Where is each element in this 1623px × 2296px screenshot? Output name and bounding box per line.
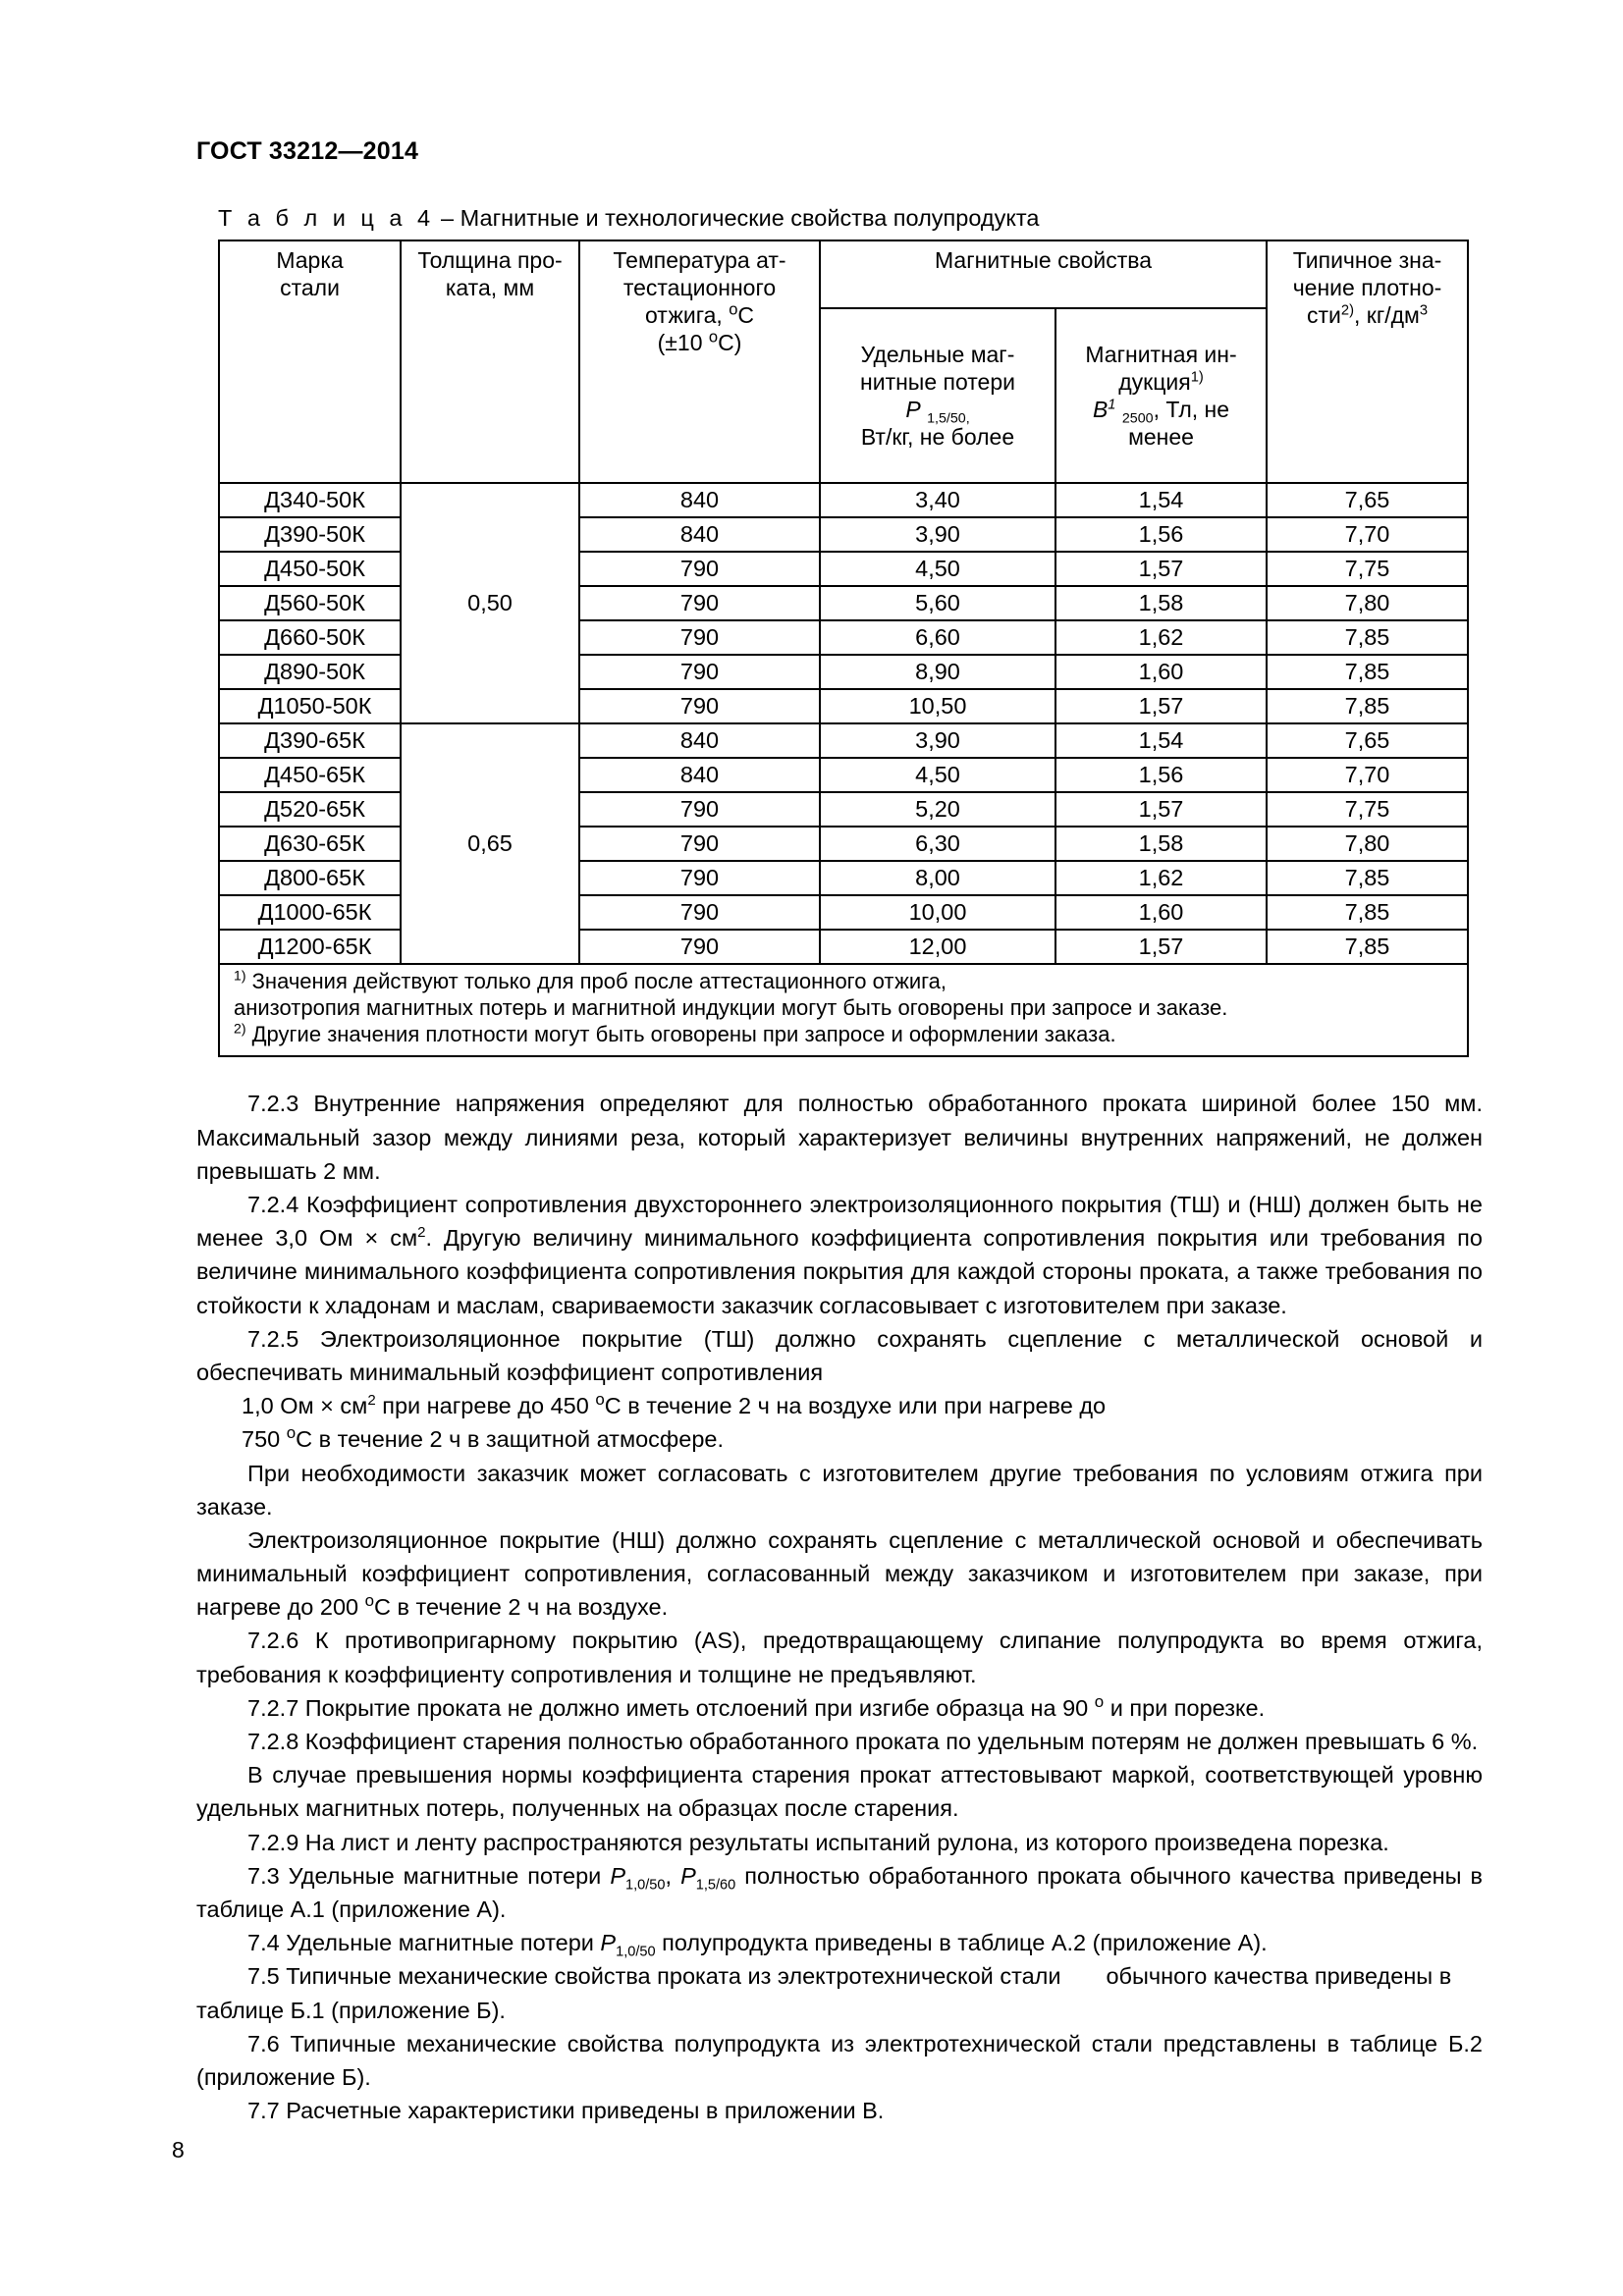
cell-temperature: 840 (579, 758, 820, 792)
cell-grade: Д450-50К (219, 552, 401, 586)
cell-grade: Д390-65К (219, 723, 401, 758)
table-footnotes (219, 964, 1468, 1056)
clause-7-2-5-line-d: При необходимости заказчик может согласовать с изготовителем другие требования по условиям отжига при заказе. (196, 1460, 1483, 1520)
cell-grade: Д660-50К (219, 620, 401, 655)
cell-losses: 8,90 (820, 655, 1055, 689)
cell-induction: 1,56 (1055, 517, 1267, 552)
footnote-2-marker: 2) (234, 1020, 246, 1037)
clause-7-2-8: 7.2.8 Коэффициент старения полностью обработанного проката по удельным потерям не должен превышать 6 %. (247, 1729, 1479, 1755)
footnote-2 (234, 1022, 1457, 1048)
cell-density: 7,85 (1267, 930, 1468, 964)
cell-density: 7,80 (1267, 586, 1468, 620)
cell-induction: 1,57 (1055, 552, 1267, 586)
cell-losses: 10,50 (820, 689, 1055, 723)
clause-7-7: 7.7 Расчетные характеристики приведены в приложении В. (247, 2098, 885, 2124)
cell-density: 7,75 (1267, 552, 1468, 586)
header-row-top (219, 240, 1468, 308)
cell-losses: 5,60 (820, 586, 1055, 620)
cell-losses: 12,00 (820, 930, 1055, 964)
header-specific-losses (820, 308, 1055, 483)
header-losses-line4: Вт/кг, не более (860, 424, 1015, 451)
cell-losses: 5,20 (820, 792, 1055, 827)
cell-induction: 1,62 (1055, 620, 1267, 655)
clause-7-3: 7.3 Удельные магнитные потери $P_{1,0/50}$, $P_{1,5/60}$ полностью обработанного проката обычного качества приведены в таблице А.1 (приложение А). (196, 1862, 1484, 1922)
clause-7-5: 7.5 Типичные механические свойства проката из электротехнической стали обычного качества приведены в таблице Б.1 (приложение Б). (196, 1963, 1452, 2023)
header-grade-line1: Марка (276, 247, 344, 273)
cell-thickness: 0,50 (401, 483, 579, 723)
cell-temperature: 790 (579, 552, 820, 586)
cell-temperature: 790 (579, 827, 820, 861)
table-caption (218, 205, 1483, 232)
degree-symbol-icon: o (286, 1423, 297, 1443)
cell-induction: 1,54 (1055, 723, 1267, 758)
cell-density: 7,80 (1267, 827, 1468, 861)
cell-temperature: 790 (579, 689, 820, 723)
cell-density: 7,85 (1267, 655, 1468, 689)
table-body (219, 483, 1468, 1056)
clause-7-2-5-line-c: 750 $^o$C в течение 2 ч в защитной атмосфере. (242, 1423, 724, 1453)
table-caption-title: Магнитные и технологические свойства полупродукта (460, 205, 1040, 231)
clause-7-6: 7.6 Типичные механические свойства полупродукта из электротехнической стали представлены в таблице Б.2 (приложение Б). (196, 2030, 1483, 2090)
header-magnetic-group: Магнитные свойства (820, 240, 1267, 308)
cell-grade: Д340-50К (219, 483, 401, 517)
cell-density: 7,65 (1267, 483, 1468, 517)
header-temperature-line4: (±10 $^o$C) (657, 327, 742, 356)
header-thickness-line2: ката, мм (445, 275, 535, 301)
header-density-line1: Типичное зна- (1292, 247, 1442, 273)
header-temperature-line2: тестационного (622, 275, 777, 301)
cell-grade: Д800-65К (219, 861, 401, 895)
cell-density: 7,85 (1267, 620, 1468, 655)
cell-induction: 1,58 (1055, 586, 1267, 620)
header-temperature (579, 240, 820, 483)
table-4 (218, 240, 1469, 1057)
footnote-1-cont: анизотропия магнитных потерь и магнитной индукции могут быть оговорены при запросе и заказе. (234, 994, 1228, 1020)
header-thickness (401, 240, 579, 483)
cell-induction: 1,57 (1055, 930, 1267, 964)
cell-density: 7,70 (1267, 517, 1468, 552)
cell-temperature: 840 (579, 723, 820, 758)
page-content (196, 137, 1483, 2127)
header-density-line3: сти$^{2)}$, $кг/дм^3$ (1307, 302, 1429, 329)
header-thickness-line1: Толщина про- (417, 247, 563, 273)
cell-induction: 1,58 (1055, 827, 1267, 861)
cell-induction: 1,57 (1055, 689, 1267, 723)
cell-temperature: 790 (579, 895, 820, 930)
degree-symbol-icon: o (708, 327, 719, 347)
footnote-ref-1: 1) (1190, 369, 1204, 386)
header-temperature-line3: отжига, $^o$C (644, 299, 755, 329)
cell-temperature: 790 (579, 655, 820, 689)
cell-grade: Д450-65К (219, 758, 401, 792)
cell-induction: 1,60 (1055, 655, 1267, 689)
cell-losses: 3,90 (820, 517, 1055, 552)
cell-induction: 1,56 (1055, 758, 1267, 792)
cell-grade: Д520-65К (219, 792, 401, 827)
header-density-line2: чение плотно- (1292, 275, 1442, 301)
table-caption-dash: – (434, 205, 460, 231)
header-induction-symbol: $B^1$ $_{2500}$, Тл, не (1092, 397, 1230, 427)
cell-density: 7,70 (1267, 758, 1468, 792)
cell-temperature: 840 (579, 517, 820, 552)
cell-temperature: 790 (579, 861, 820, 895)
table-row (219, 723, 1468, 758)
cell-grade: Д1200-65К (219, 930, 401, 964)
cell-density: 7,85 (1267, 689, 1468, 723)
degree-symbol-icon: o (364, 1591, 375, 1611)
footnote-1 (234, 969, 1457, 995)
header-losses-line2: нитные потери (860, 368, 1015, 395)
table-footnotes-row (219, 964, 1468, 1056)
clause-7-2-9: 7.2.9 На лист и ленту распространяются результаты испытаний рулона, из которого произведена порезка. (247, 1829, 1389, 1855)
cell-grade: Д1050-50К (219, 689, 401, 723)
cell-temperature: 790 (579, 930, 820, 964)
cell-grade: Д1000-65К (219, 895, 401, 930)
cell-losses: 4,50 (820, 758, 1055, 792)
cell-losses: 6,30 (820, 827, 1055, 861)
cell-losses: 6,60 (820, 620, 1055, 655)
cell-grade: Д390-50К (219, 517, 401, 552)
footnote-1-line1: Значения действуют только для проб после аттестационного отжига, (245, 969, 947, 993)
clause-7-2-5-line-e: Электроизоляционное покрытие (НШ) должно сохранять сцепление с металлической основой и обеспечивать минимальный коэффициент сопротивления, согласованный между заказчиком и изготовителем при заказе, при нагреве до 200 $^o$C в течение 2 ч на воздухе. (196, 1526, 1483, 1621)
cell-losses: 8,00 (820, 861, 1055, 895)
table-header (219, 240, 1468, 483)
cell-temperature: 840 (579, 483, 820, 517)
cell-density: 7,85 (1267, 861, 1468, 895)
header-induction-line4: менее (1128, 424, 1194, 451)
cell-density: 7,65 (1267, 723, 1468, 758)
header-grade-line2: стали (280, 275, 340, 301)
degree-symbol-icon: o (729, 299, 738, 319)
clause-7-2-5: 7.2.5 Электроизоляционное покрытие (ТШ) должно сохранять сцепление с металлической основой и обеспечивать минимальный коэффициент сопротивления (196, 1325, 1483, 1385)
cell-losses: 10,00 (820, 895, 1055, 930)
cell-density: 7,75 (1267, 792, 1468, 827)
clause-7-2-4: 7.2.4 Коэффициент сопротивления двухстороннего электроизоляционного покрытия (ТШ) и (НШ) должен быть не менее 3,0 Ом × $см^2$. Другую величину минимального коэффициента сопротивления покрытия или требования по величине минимального коэффициента сопротивления покрытия для каждой стороны проката, а также требования по стойкости к хладонам и маслам, свариваемости заказчик согласовывает с изготовителем при заказе. (196, 1192, 1483, 1318)
cell-induction: 1,60 (1055, 895, 1267, 930)
table-row (219, 483, 1468, 517)
clause-7-2-6: 7.2.6 К противопригарному покрытию (AS), предотвращающему слипание полупродукта во время отжига, требования к коэффициенту сопротивления и толщине не предъявляют. (196, 1628, 1483, 1687)
clause-7-2-3: 7.2.3 Внутренние напряжения определяют для полностью обработанного проката шириной более 150 мм. Максимальный зазор между линиями реза, который характеризует величины внутренних напряжений, не должен превышать 2 мм. (196, 1091, 1483, 1184)
footnote-2-line1: Другие значения плотности могут быть оговорены при запросе и оформлении заказа. (245, 1021, 1116, 1046)
clause-7-2-7: 7.2.7 Покрытие проката не должно иметь отслоений при изгибе образца на 90 $^o$ и при порезке. (247, 1692, 1266, 1721)
cell-induction: 1,57 (1055, 792, 1267, 827)
cell-temperature: 790 (579, 620, 820, 655)
degree-symbol-icon: o (595, 1390, 605, 1410)
clause-7-2-8-cont: В случае превышения нормы коэффициента старения прокат аттестовывают маркой, соответствующей уровню удельных магнитных потерь, полученных на образцах после старения. (196, 1762, 1483, 1822)
header-magnetic-induction (1055, 308, 1267, 483)
header-induction-line1: Магнитная ин- (1085, 341, 1237, 367)
footnote-1-marker: 1) (234, 967, 246, 984)
cell-grade: Д890-50К (219, 655, 401, 689)
cell-thickness: 0,65 (401, 723, 579, 964)
cell-density: 7,85 (1267, 895, 1468, 930)
cell-temperature: 790 (579, 586, 820, 620)
cell-temperature: 790 (579, 792, 820, 827)
cell-losses: 4,50 (820, 552, 1055, 586)
header-losses-symbol: P $_{1,5/50,}$ (905, 397, 970, 427)
clause-7-2-5-line-b: 1,0 Ом × $см^2$ при нагреве до 450 $^o$C в течение 2 ч на воздухе или при нагреве до (242, 1390, 1107, 1419)
header-losses-line1: Удельные маг- (860, 341, 1015, 367)
clause-7-4: 7.4 Удельные магнитные потери $P_{1,0/50}$ полупродукта приведены в таблице А.2 (приложение А). (247, 1930, 1268, 1960)
cell-losses: 3,40 (820, 483, 1055, 517)
header-density (1267, 240, 1468, 483)
header-grade (219, 240, 401, 483)
cell-induction: 1,54 (1055, 483, 1267, 517)
cell-grade: Д630-65К (219, 827, 401, 861)
cell-grade: Д560-50К (219, 586, 401, 620)
standard-header: ГОСТ 33212—2014 (196, 137, 419, 165)
degree-symbol-icon: o (1094, 1692, 1105, 1712)
cell-losses: 3,90 (820, 723, 1055, 758)
page-number: 8 (172, 2137, 185, 2163)
table-caption-label: Т а б л и ц а 4 (218, 205, 435, 231)
footnote-ref-2: 2) (1340, 302, 1354, 319)
header-temperature-line1: Температура ат- (613, 247, 786, 273)
body-text (196, 1087, 1483, 2127)
header-induction-line2: дукция$^{1)}$ (1118, 368, 1204, 395)
cell-induction: 1,62 (1055, 861, 1267, 895)
